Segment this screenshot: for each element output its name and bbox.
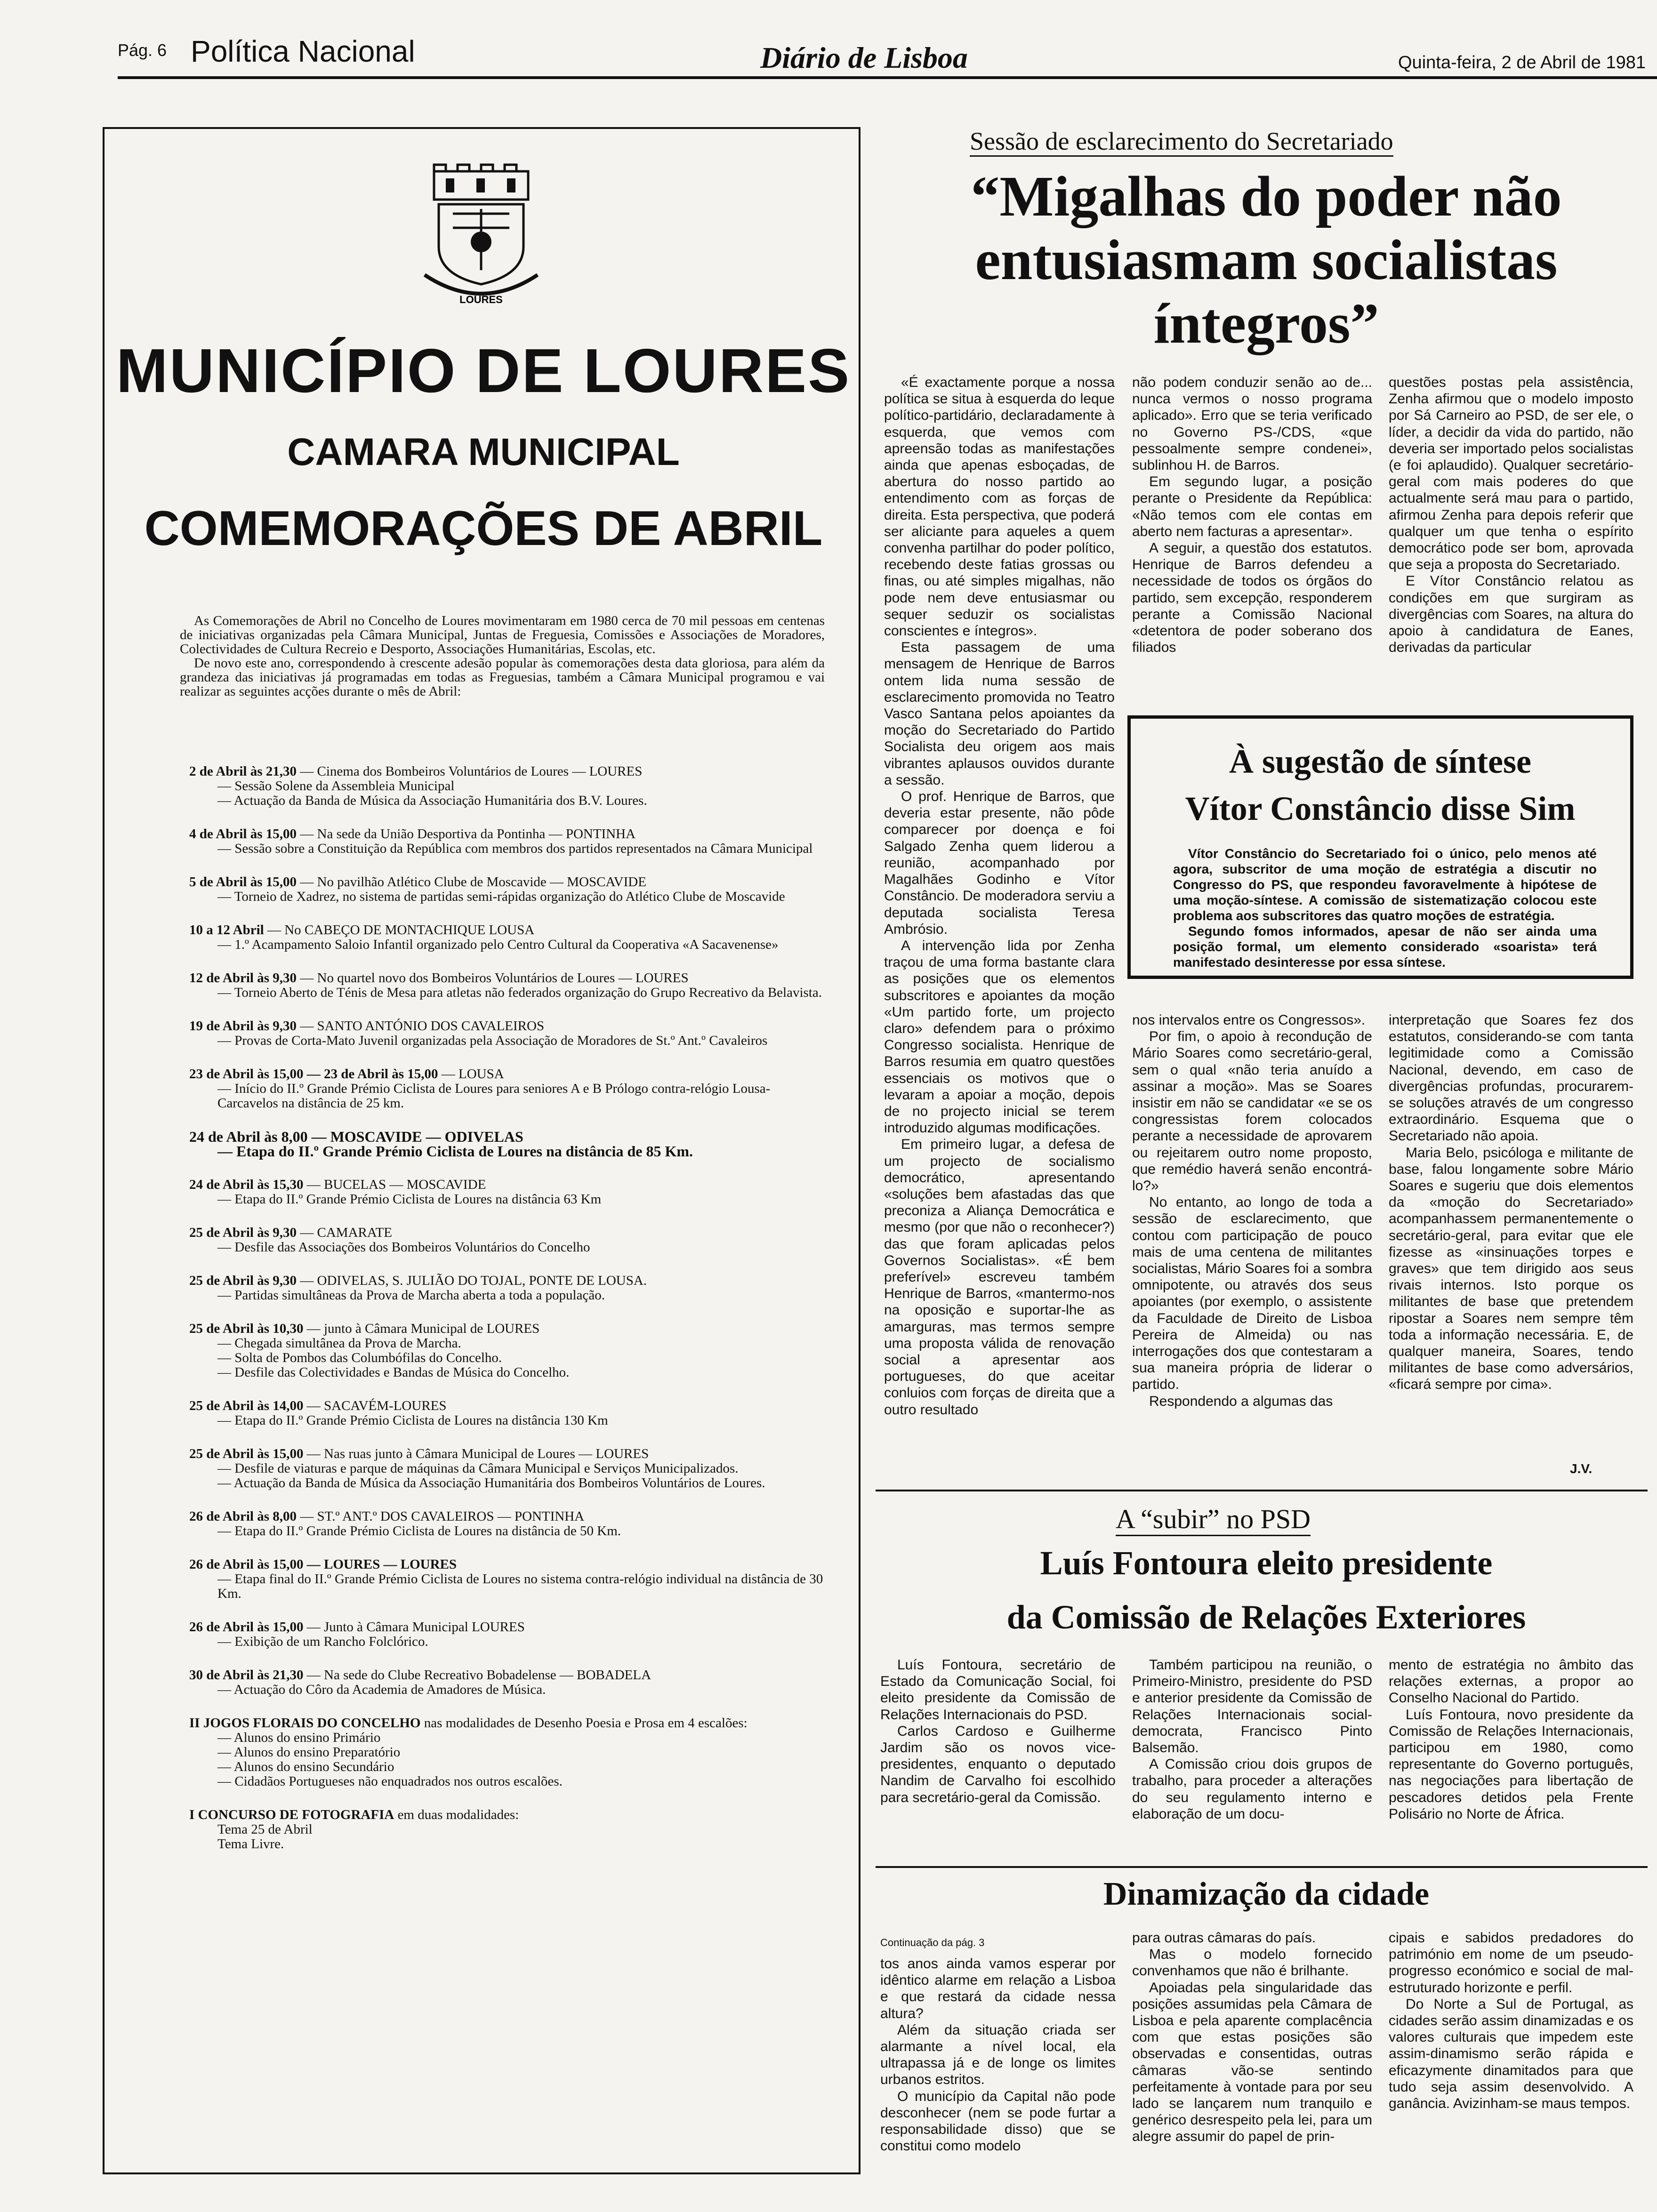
event-detail: — Cidadãos Portugueses não enquadrados nos outros escalões. <box>217 1774 563 1789</box>
event-heading <box>189 827 829 842</box>
event-heading <box>189 1274 829 1288</box>
event-item <box>189 1447 829 1491</box>
event-location: em duas modalidades: <box>394 1807 519 1822</box>
article-paragraph: Do Norte a Sul de Portugal, as cidades serão assim dinamizadas e os valores culturais que impedem este assim-dinamismo serão rápida e eficazymente dinamitados para que tudo seja assim desenvolvido. A ganância. Avizinham-se maus tempos. <box>1389 1996 1633 2112</box>
event-location: — Junto à Câmara Municipal LOURES <box>303 1619 525 1635</box>
article-subheadline: da Comissão de Relações Exteriores <box>1006 1598 1526 1636</box>
article-headline: “Migalhas do poder não entusiasmam socialistas íntegros” <box>971 165 1562 355</box>
continued-note: Continuação da pág. 3 <box>880 1937 985 1948</box>
event-date: 2 de Abril às 21,30 <box>189 764 297 779</box>
event-detail: Tema Livre. <box>217 1836 284 1851</box>
article-paragraph: A intervenção lida por Zenha traçou de uma forma bastante clara as posições que os elementos subscritores e apoiantes da moção «Um partido forte, um projecto claro» defendem para o próximo Congresso socialista. Henrique de Barros resumia em quatro questões essenciais os motivos que o levaram a apoiar a moção, depois de no projecto inicial se terem introduzido algumas modificações. <box>884 938 1115 1136</box>
event-detail: — Alunos do ensino Primário <box>217 1730 381 1745</box>
event-item <box>189 1226 829 1255</box>
event-date: 25 de Abril às 14,00 <box>189 1398 304 1413</box>
loures-crest-icon <box>406 162 556 317</box>
article-paragraph: não podem conduzir senão ao de... nunca vermos o nosso programa aplicado». Erro que se teria verificado no Governo PS-/CDS, «que pessoalmente sempre condenei», sublinhou H. de Barros. <box>1132 375 1372 473</box>
article-column <box>1389 1930 1633 2112</box>
event-location: — Na sede do Clube Recreativo Bobadelense — BOBADELA <box>303 1667 652 1683</box>
event-heading <box>189 1557 829 1572</box>
events-list <box>189 764 829 1870</box>
event-heading <box>189 971 829 986</box>
article-paragraph: Também participou na reunião, o Primeiro-Ministro, presidente do PSD e anterior presidente da Comissão de Relações Internacionais social-democrata, Francisco Pinto Balsemão. <box>1132 1657 1372 1756</box>
event-date: 26 de Abril às 15,00 — LOURES — LOURES <box>189 1557 457 1572</box>
article-paragraph: nos intervalos entre os Congressos». <box>1132 1012 1366 1028</box>
event-location: — junto à Câmara Municipal de LOURES <box>303 1321 540 1336</box>
event-item <box>189 1557 829 1601</box>
header-rule <box>118 76 1657 79</box>
article-headline: Dinamização da cidade <box>1103 1876 1430 1912</box>
event-date: 30 de Abril às 21,30 <box>189 1667 304 1683</box>
event-detail: — Solta de Pombos das Columbófilas do Concelho. <box>217 1350 502 1365</box>
article-column <box>880 1956 1116 2154</box>
article-paragraph: Luís Fontoura, secretário de Estado da Comunicação Social, foi eleito presidente da Comissão de Relações Internacionais do PSD. <box>880 1657 1116 1723</box>
ad-title: MUNICÍPIO DE LOURES <box>116 336 851 405</box>
article-column <box>1389 1657 1633 1822</box>
event-heading <box>189 1808 829 1822</box>
event-location: — BUCELAS — MOSCAVIDE <box>303 1177 486 1192</box>
event-detail: — Etapa do II.º Grande Prémio Ciclista de Loures na distância de 85 Km. <box>217 1143 693 1160</box>
event-detail: Tema 25 de Abril <box>217 1822 313 1837</box>
article-signature: J.V. <box>1570 1461 1593 1476</box>
event-detail: — 1.º Acampamento Saloio Infantil organizado pelo Centro Cultural da Cooperativa «A Sacavenense» <box>217 937 779 952</box>
event-detail: — Partidas simultâneas da Prova de Marcha aberta a toda a população. <box>217 1288 605 1303</box>
event-date: 4 de Abril às 15,00 <box>189 826 297 842</box>
event-item <box>189 875 829 904</box>
box-text <box>1173 846 1597 970</box>
article-paragraph: E Vítor Constâncio relatou as condições em que surgiram as divergências com Soares, na altura do apoio à candidatura de Eanes, derivadas da particular <box>1389 573 1633 656</box>
article-column <box>1132 1012 1372 1410</box>
article-paragraph: mento de estratégia no âmbito das relações externas, a propor ao Conselho Nacional do Partido. <box>1389 1657 1633 1706</box>
box-paragraph: Vítor Constâncio do Secretariado foi o único, pelo menos até agora, subscritor de uma moção de estratégia a discutir no Congresso do PS, que respondeu favoravelmente à hipótese de uma moção-síntese. A comissão de sistematização colocou este problema aos subscritores das quatro moções de estratégia. <box>1173 846 1597 923</box>
article-paragraph: Por fim, o apoio à recondução de Mário Soares como secretário-geral, sem o qual «não teria anuído a assinar a moção». Mas se Soares insistir em não se candidatar «e se os congressistas forem colocados perante a necessidade de aprovarem ou rejeitarem outro nome proposto, que remédio haverá senão encontrá-lo?» <box>1132 1029 1372 1194</box>
article-column <box>1389 374 1633 656</box>
event-item <box>189 764 829 808</box>
article-paragraph: para outras câmaras do país. <box>1132 1930 1316 1946</box>
event-location: — ODIVELAS, S. JULIÃO DO TOJAL, PONTE DE LOUSA. <box>297 1273 647 1288</box>
issue-date: Quinta-feira, 2 de Abril de 1981 <box>1398 53 1646 72</box>
event-detail: — Sessão sobre a Constituição da República com membros dos partidos representados na Câmara Municipal <box>217 841 813 856</box>
article-paragraph: A Comissão criou dois grupos de trabalho, para proceder a alterações do seu regulamento interno e elaboração de um docu- <box>1132 1756 1372 1822</box>
event-heading <box>189 1620 829 1635</box>
article-paragraph: cipais e sabidos predadores do património em nome de um pseudo-progresso económico e social de mal-estruturado horizonte e perfil. <box>1389 1930 1633 1996</box>
event-item <box>189 1620 829 1649</box>
ad-intro-paragraph: As Comemorações de Abril no Concelho de Loures movimentaram em 1980 cerca de 70 mil pessoas em centenas de iniciativas organizadas pela Câmara Municipal, Juntas de Freguesia, Comissões e Associações de Moradores, Colectividades de Cultura Recreio e Desporto, Associações Humanitárias, Escolas, etc. <box>180 613 825 657</box>
event-detail: — Alunos do ensino Preparatório <box>217 1745 401 1760</box>
event-location: — No quartel novo dos Bombeiros Voluntários de Loures — LOURES <box>297 970 689 986</box>
event-date: 10 a 12 Abril <box>189 922 264 938</box>
event-date: 25 de Abril às 15,00 <box>189 1446 304 1461</box>
event-location: — SANTO ANTÓNIO DOS CAVALEIROS <box>297 1018 545 1034</box>
event-item <box>189 1808 829 1851</box>
article-column <box>1389 1012 1633 1393</box>
section-divider <box>876 1866 1648 1868</box>
box-paragraph: Segundo fomos informados, apesar de não ser ainda uma posição formal, um elemento considerado «soarista» terá manifestado desinteresse por essa síntese. <box>1173 924 1597 970</box>
event-heading <box>189 923 829 938</box>
article-kicker: A “subir” no PSD <box>1116 1504 1311 1536</box>
event-detail: — Desfile de viaturas e parque de máquinas da Câmara Municipal e Serviços Municipalizados. <box>217 1461 739 1476</box>
event-date: 24 de Abril às 15,30 <box>189 1177 304 1192</box>
event-location: — Na sede da União Desportiva da Pontinha — PONTINHA <box>297 826 636 842</box>
event-heading <box>189 1178 829 1192</box>
event-date: 25 de Abril às 9,30 <box>189 1273 297 1288</box>
event-date: 25 de Abril às 9,30 <box>189 1225 297 1240</box>
article-column <box>1132 1930 1372 2145</box>
event-item <box>189 1178 829 1207</box>
article-kicker: Sessão de esclarecimento do Secretariado <box>970 127 1393 157</box>
event-detail: — Alunos do ensino Secundário <box>217 1759 394 1774</box>
event-location: — No CABEÇO DE MONTACHIQUE LOUSA <box>264 922 535 938</box>
loures-advertisement <box>103 127 861 2174</box>
event-item <box>189 1322 829 1380</box>
event-date: I CONCURSO DE FOTOGRAFIA <box>189 1807 394 1822</box>
event-heading <box>189 1447 829 1461</box>
ad-subtitle: CAMARA MUNICIPAL <box>287 431 680 473</box>
event-item <box>189 1399 829 1428</box>
article-paragraph: Apoiadas pela singularidade das posições assumidas pela Câmara de Lisboa e pela aparente complacência com que estas posições são observadas e consentidas, outras câmaras vão-se sentindo perfeitamente à vontade para por seu lado se lançarem num tranquilo e genérico desrespeito pela lei, para um alegre assumir do papel de prin- <box>1132 1980 1372 2145</box>
event-item <box>189 1509 829 1539</box>
article-paragraph: No entanto, ao longo de toda a sessão de esclarecimento, que contou com participação de pouco mais de uma centena de militantes socialistas, Mário Soares foi a sombra omnipotente, ou através dos seus apoiantes (por exemplo, o assistente da Faculdade de Direito de Lisboa Pereira de Almeida) ou nas interrogações dos que contestaram a sua maneira própria de liderar o partido. <box>1132 1194 1372 1393</box>
event-item <box>189 1130 829 1159</box>
article-column <box>884 374 1115 1418</box>
article-paragraph: Em segundo lugar, a posição perante o Presidente da República: «Não temos com ele contas em aberto nem facturas a apresentar». <box>1132 474 1372 539</box>
event-heading <box>189 1668 829 1683</box>
article-paragraph: «É exactamente porque a nossa política se situa à esquerda do leque político-partidário, declaradamente à esquerda, que vemos com apreensão todas as manifestações ainda que apenas esboçadas, de abertura do nosso partido ao entendimento com as forças de direita. Esta perspectiva, que poderá ser aliciante para aqueles a quem convenha partilhar do poder político, recebendo deste fatias grossas ou finas, ou até simples migalhas, não pode nem deve entusiasmar ou sequer seduzir os socialistas conscientes e íntegros». <box>884 375 1115 639</box>
event-location: — ST.º ANT.º DOS CAVALEIROS — PONTINHA <box>297 1509 585 1524</box>
event-date: II JOGOS FLORAIS DO CONCELHO <box>189 1715 421 1731</box>
event-item <box>189 1019 829 1048</box>
event-detail: — Chegada simultânea da Prova de Marcha. <box>217 1336 461 1351</box>
article-paragraph: Em primeiro lugar, a defesa de um projecto de socialismo democrático, apresentando «soluções bem afastadas das que preconiza a Aliança Democrática e mesmo (por que não o reconhecer?) das que foram aplicadas pelos Governos Socialistas». «É bem preferível» escreveu também Henrique de Barros, «mantermo-nos na oposição e suportar-lhe as amarguras, mas termos sempre uma proposta válida de renovação social a apresentar aos portugueses, do que aceitar conluios com forças de direita que a outro resultado <box>884 1137 1115 1418</box>
article-paragraph: Luís Fontoura, novo presidente da Comissão de Relações Internacionais, participou em 1980, como representante do Governo português, nas negociações para libertação de pescadores detidos pela Frente Polisário no Norte de África. <box>1389 1707 1633 1822</box>
event-detail: — Sessão Solene da Assembleia Municipal <box>217 778 455 793</box>
ad-intro-paragraph: De novo este ano, correspondendo à crescente adesão popular às comemorações desta data gloriosa, para além da grandeza das iniciativas já programadas em todas as Freguesias, também a Câmara Municipal programou e vai realizar as seguintes acções durante o mês de Abril: <box>180 656 825 699</box>
event-date: 26 de Abril às 15,00 <box>189 1619 304 1635</box>
article-paragraph: questões postas pela assistência, Zenha afirmou que o modelo imposto por Sá Carneiro ao PSD, de ser ele, o líder, a decidir da vida do partido, não deveria ser importado pelos socialistas (e foi aplaudido). Qualquer secretário-geral com mais poderes do que actualmente será mau para o partido, afirmou Zenha para depois referir que qualquer um que tenha o espírito democrático pode ser bom, aprovada que seja a proposta do Secretariado. <box>1389 375 1633 573</box>
article-paragraph: Maria Belo, psicóloga e militante de base, falou longamente sobre Mário Soares e sugeriu que dois elementos da «moção do Secretariado» acompanhassem permanentemente o secretário-geral, para evitar que ele fizesse as «insinuações torpes e graves» que tem dirigido aos seus rivais internos. Isto porque os militantes de base que pretendem ripostar a Soares nem sempre têm toda a informação necessária. E, de qualquer maneira, Soares, tendo militantes de base como adversários, «ficará sempre por cima». <box>1389 1145 1633 1393</box>
event-detail: — Actuação da Banda de Música da Associação Humanitária dos B.V. Loures. <box>217 793 647 808</box>
event-detail: — Actuação do Côro da Academia de Amadores de Música. <box>217 1682 546 1697</box>
event-detail: — Torneio Aberto de Ténis de Mesa para atletas não federados organização do Grupo Recreativo da Belavista. <box>217 985 822 1000</box>
event-heading <box>189 1067 829 1082</box>
article-column <box>1132 1657 1372 1822</box>
event-location: — Nas ruas junto à Câmara Municipal de Loures — LOURES <box>303 1446 649 1461</box>
event-detail: — Actuação da Banda de Música da Associação Humanitária dos Bombeiros Voluntários de Loures. <box>217 1475 765 1491</box>
ad-heading: COMEMORAÇÕES DE ABRIL <box>144 501 823 556</box>
event-detail: — Torneio de Xadrez, no sistema de partidas semi-rápidas organização do Atlético Clube de Moscavide <box>217 889 785 904</box>
event-location: — LOUSA <box>438 1066 504 1082</box>
event-item <box>189 923 829 952</box>
article-column <box>1132 374 1372 656</box>
event-date: 5 de Abril às 15,00 <box>189 874 297 890</box>
event-date: 12 de Abril às 9,30 <box>189 970 297 986</box>
event-date: 26 de Abril às 8,00 <box>189 1509 297 1524</box>
event-date: 24 de Abril às 8,00 — MOSCAVIDE — ODIVELAS <box>189 1128 523 1145</box>
event-item <box>189 1274 829 1303</box>
section-divider <box>876 1490 1648 1491</box>
article-paragraph: interpretação que Soares fez dos estatutos, considerando-se com tanta legitimidade como a Comissão Nacional, devendo, em caso de divergências profundas, procurarem-se soluções através de um congresso extraordinário. Esquema que o Secretariado não apoia. <box>1389 1012 1633 1144</box>
event-item <box>189 1716 829 1789</box>
section-title: Política Nacional <box>191 34 415 68</box>
box-subheadline: Vítor Constâncio disse Sim <box>1185 790 1576 827</box>
event-item <box>189 827 829 856</box>
event-location: — SACAVÉM-LOURES <box>303 1398 447 1413</box>
article-paragraph: O prof. Henrique de Barros, que deveria estar presente, não pôde comparecer por doença e foi Salgado Zenha quem liderou a reunião, acompanhado por Magalhães Godinho e Vítor Constâncio. De moderadora serviu a deputada socialista Teresa Ambrósio. <box>884 789 1115 937</box>
event-location: nas modalidades de Desenho Poesia e Prosa em 4 escalões: <box>420 1715 748 1731</box>
crest-label: LOURES <box>459 294 503 305</box>
event-item <box>189 1067 829 1111</box>
synthesis-box <box>1127 715 1633 979</box>
event-date: 19 de Abril às 9,30 <box>189 1018 297 1034</box>
event-detail: — Início do II.º Grande Prémio Ciclista de Loures para seniores A e B Prólogo contra-relógio Lousa-Carcavelos na distância de 25 km. <box>217 1081 771 1111</box>
article-column <box>880 1657 1116 1806</box>
event-location: — CAMARATE <box>297 1225 393 1240</box>
event-location: — Cinema dos Bombeiros Voluntários de Loures — LOURES <box>297 764 643 779</box>
event-detail: — Etapa do II.º Grande Prémio Ciclista de Loures na distância de 50 Km. <box>217 1523 621 1539</box>
event-item <box>189 971 829 1000</box>
event-heading <box>189 1716 829 1731</box>
event-detail: — Etapa do II.º Grande Prémio Ciclista de Loures na distância 130 Km <box>217 1413 608 1428</box>
event-heading <box>189 1130 829 1144</box>
event-heading <box>189 764 829 779</box>
article-paragraph: Carlos Cardoso e Guilherme Jardim são os novos vice-presidentes, enquanto o deputado Nandim de Carvalho foi escolhido para secretário-geral da Comissão. <box>880 1723 1116 1805</box>
event-detail: — Etapa do II.º Grande Prémio Ciclista de Loures na distância 63 Km <box>217 1192 602 1207</box>
event-detail: — Exibição de um Rancho Folclórico. <box>217 1634 428 1649</box>
article-paragraph: O município da Capital não pode desconhecer (nem se pode furtar a responsabilidade disso) que se constitui como modelo <box>880 2088 1116 2154</box>
event-date: 25 de Abril às 10,30 <box>189 1321 304 1336</box>
event-detail: — Etapa final do II.º Grande Prémio Ciclista de Loures no sistema contra-relógio individual na distância de 30 Km. <box>217 1571 823 1601</box>
event-date: 23 de Abril às 15,00 — 23 de Abril às 15,00 <box>189 1066 438 1082</box>
event-heading <box>189 1226 829 1240</box>
event-heading <box>189 1322 829 1336</box>
article-paragraph: Respondendo a algumas das <box>1149 1393 1333 1409</box>
article-paragraph: Esta passagem de uma mensagem de Henrique de Barros ontem lida numa sessão de esclarecimento promovida no Teatro Vasco Santana pelos apoiantes da moção do Secretariado do Partido Socialista deu origem aos mais vibrantes aplausos ouvidos durante a sessão. <box>884 640 1115 788</box>
event-detail: — Provas de Corta-Mato Juvenil organizadas pela Associação de Moradores de St.º Ant.º Cavaleiros <box>217 1033 768 1048</box>
article-paragraph: tos anos ainda vamos esperar por idêntico alarme em relação a Lisboa e que restará da cidade nessa altura? <box>880 1956 1116 2021</box>
ad-intro <box>180 614 825 698</box>
event-heading <box>189 1509 829 1524</box>
article-paragraph: Mas o modelo fornecido convenhamos que não é brilhante. <box>1132 1947 1372 1979</box>
event-detail: — Desfile das Associações dos Bombeiros Voluntários do Concelho <box>217 1240 590 1255</box>
event-heading <box>189 875 829 890</box>
page-number: Pág. 6 <box>118 40 167 60</box>
event-heading <box>189 1399 829 1413</box>
article-paragraph: A seguir, a questão dos estatutos. Henrique de Barros defendeu a necessidade de todos os órgãos do partido, sem excepção, responderem perante a Comissão Nacional «detentora de poder soberano dos filiados <box>1132 540 1372 656</box>
event-item <box>189 1668 829 1697</box>
article-headline: Luís Fontoura eleito presidente <box>1040 1544 1493 1582</box>
event-detail: — Desfile das Colectividades e Bandas de Música do Concelho. <box>217 1365 570 1380</box>
box-headline: À sugestão de síntese <box>1229 743 1531 780</box>
newspaper-logo: Diário de Lisboa <box>760 41 968 74</box>
article-paragraph: Além da situação criada ser alarmante a nível local, ela ultrapassa já e de longe os limites urbanos estritos. <box>880 2022 1116 2088</box>
event-location: — No pavilhão Atlético Clube de Moscavide — MOSCAVIDE <box>297 874 646 890</box>
event-heading <box>189 1019 829 1034</box>
